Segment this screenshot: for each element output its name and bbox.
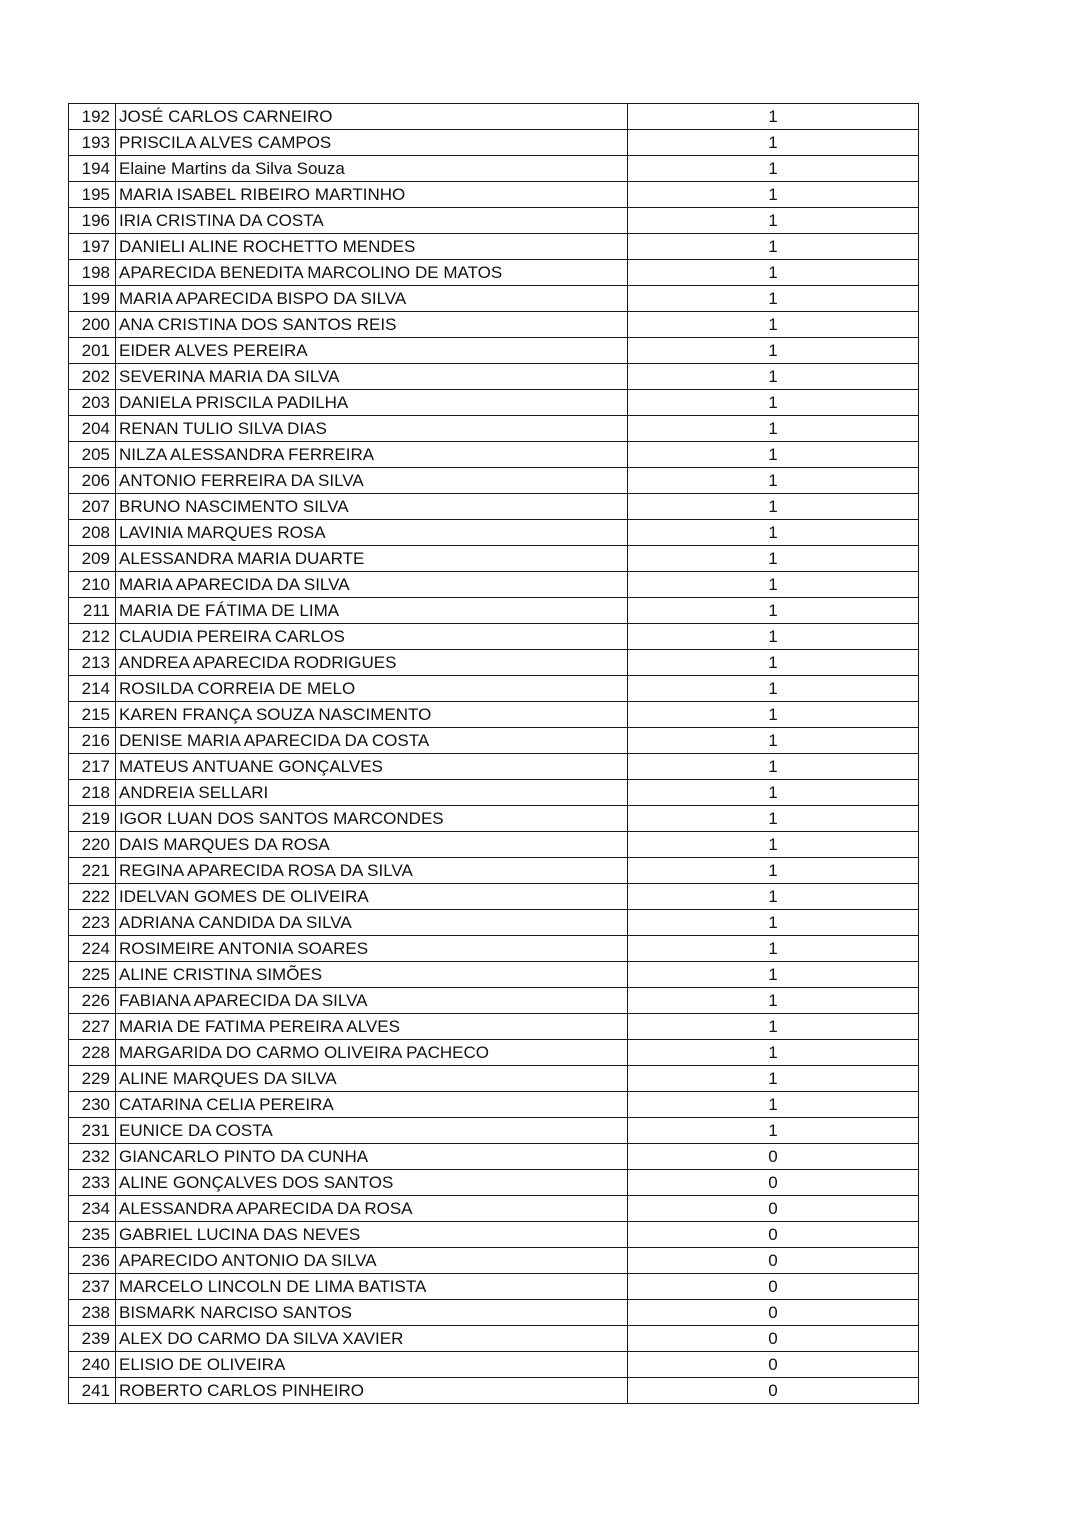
person-name-cell: ROSIMEIRE ANTONIA SOARES — [116, 936, 628, 962]
value-cell: 1 — [628, 1040, 919, 1066]
table-row — [69, 390, 919, 416]
value-cell: 1 — [628, 806, 919, 832]
row-number-cell: 220 — [69, 832, 116, 858]
value-cell: 1 — [628, 286, 919, 312]
value-cell: 1 — [628, 832, 919, 858]
person-name-cell: APARECIDO ANTONIO DA SILVA — [116, 1248, 628, 1274]
row-number-cell: 236 — [69, 1248, 116, 1274]
row-number-cell: 209 — [69, 546, 116, 572]
person-name-cell: GABRIEL LUCINA DAS NEVES — [116, 1222, 628, 1248]
value-cell: 0 — [628, 1352, 919, 1378]
table-row — [69, 1222, 919, 1248]
row-number-cell: 226 — [69, 988, 116, 1014]
value-cell: 1 — [628, 390, 919, 416]
table-row — [69, 910, 919, 936]
person-name-cell: DANIELA PRISCILA PADILHA — [116, 390, 628, 416]
person-name-cell: ANDREIA SELLARI — [116, 780, 628, 806]
row-number-cell: 206 — [69, 468, 116, 494]
table-row — [69, 780, 919, 806]
row-number-cell: 241 — [69, 1378, 116, 1404]
table-row — [69, 806, 919, 832]
row-number-cell: 233 — [69, 1170, 116, 1196]
person-name-cell: CATARINA CELIA PEREIRA — [116, 1092, 628, 1118]
value-cell: 1 — [628, 988, 919, 1014]
person-name-cell: BRUNO NASCIMENTO SILVA — [116, 494, 628, 520]
table-row — [69, 1248, 919, 1274]
row-number-cell: 219 — [69, 806, 116, 832]
row-number-cell: 224 — [69, 936, 116, 962]
value-cell: 1 — [628, 572, 919, 598]
value-cell: 0 — [628, 1170, 919, 1196]
person-name-cell: SEVERINA MARIA DA SILVA — [116, 364, 628, 390]
table-row — [69, 1326, 919, 1352]
person-name-cell: IDELVAN GOMES DE OLIVEIRA — [116, 884, 628, 910]
value-cell: 1 — [628, 182, 919, 208]
value-cell: 1 — [628, 156, 919, 182]
table-row — [69, 650, 919, 676]
table-row — [69, 936, 919, 962]
table-row — [69, 1196, 919, 1222]
table-row — [69, 884, 919, 910]
value-cell: 1 — [628, 650, 919, 676]
row-number-cell: 194 — [69, 156, 116, 182]
person-name-cell: ALINE MARQUES DA SILVA — [116, 1066, 628, 1092]
value-cell: 1 — [628, 858, 919, 884]
row-number-cell: 201 — [69, 338, 116, 364]
person-name-cell: MARIA DE FÁTIMA DE LIMA — [116, 598, 628, 624]
person-name-cell: MARIA APARECIDA DA SILVA — [116, 572, 628, 598]
row-number-cell: 195 — [69, 182, 116, 208]
row-number-cell: 239 — [69, 1326, 116, 1352]
value-cell: 0 — [628, 1222, 919, 1248]
row-number-cell: 230 — [69, 1092, 116, 1118]
row-number-cell: 228 — [69, 1040, 116, 1066]
table-row — [69, 286, 919, 312]
person-name-cell: CLAUDIA PEREIRA CARLOS — [116, 624, 628, 650]
value-cell: 1 — [628, 468, 919, 494]
row-number-cell: 237 — [69, 1274, 116, 1300]
value-cell: 1 — [628, 728, 919, 754]
row-number-cell: 211 — [69, 598, 116, 624]
value-cell: 0 — [628, 1248, 919, 1274]
table-row — [69, 598, 919, 624]
person-name-cell: IRIA CRISTINA DA COSTA — [116, 208, 628, 234]
table-row — [69, 234, 919, 260]
person-name-cell: ANTONIO FERREIRA DA SILVA — [116, 468, 628, 494]
row-number-cell: 202 — [69, 364, 116, 390]
value-cell: 1 — [628, 884, 919, 910]
value-cell: 1 — [628, 624, 919, 650]
row-number-cell: 204 — [69, 416, 116, 442]
row-number-cell: 197 — [69, 234, 116, 260]
person-name-cell: GIANCARLO PINTO DA CUNHA — [116, 1144, 628, 1170]
value-cell: 1 — [628, 546, 919, 572]
row-number-cell: 227 — [69, 1014, 116, 1040]
table-row — [69, 156, 919, 182]
person-name-cell: ALEX DO CARMO DA SILVA XAVIER — [116, 1326, 628, 1352]
value-cell: 0 — [628, 1144, 919, 1170]
person-name-cell: MATEUS ANTUANE GONÇALVES — [116, 754, 628, 780]
value-cell: 1 — [628, 520, 919, 546]
row-number-cell: 229 — [69, 1066, 116, 1092]
value-cell: 0 — [628, 1326, 919, 1352]
row-number-cell: 231 — [69, 1118, 116, 1144]
person-name-cell: MARIA APARECIDA BISPO DA SILVA — [116, 286, 628, 312]
table-row — [69, 728, 919, 754]
person-name-cell: DANIELI ALINE ROCHETTO MENDES — [116, 234, 628, 260]
value-cell: 0 — [628, 1196, 919, 1222]
table-row — [69, 624, 919, 650]
value-cell: 1 — [628, 312, 919, 338]
value-cell: 1 — [628, 1092, 919, 1118]
row-number-cell: 222 — [69, 884, 116, 910]
table-row — [69, 1300, 919, 1326]
table-row — [69, 182, 919, 208]
person-name-cell: MARCELO LINCOLN DE LIMA BATISTA — [116, 1274, 628, 1300]
row-number-cell: 225 — [69, 962, 116, 988]
row-number-cell: 200 — [69, 312, 116, 338]
table-row — [69, 520, 919, 546]
row-number-cell: 213 — [69, 650, 116, 676]
value-cell: 1 — [628, 1118, 919, 1144]
row-number-cell: 215 — [69, 702, 116, 728]
table-row — [69, 1352, 919, 1378]
person-name-cell: PRISCILA ALVES CAMPOS — [116, 130, 628, 156]
value-cell: 1 — [628, 962, 919, 988]
row-number-cell: 223 — [69, 910, 116, 936]
table-row — [69, 546, 919, 572]
row-number-cell: 193 — [69, 130, 116, 156]
value-cell: 1 — [628, 104, 919, 130]
person-name-cell: RENAN TULIO SILVA DIAS — [116, 416, 628, 442]
person-name-cell: REGINA APARECIDA ROSA DA SILVA — [116, 858, 628, 884]
row-number-cell: 212 — [69, 624, 116, 650]
table-row — [69, 858, 919, 884]
person-name-cell: DAIS MARQUES DA ROSA — [116, 832, 628, 858]
table-row — [69, 312, 919, 338]
row-number-cell: 216 — [69, 728, 116, 754]
row-number-cell: 198 — [69, 260, 116, 286]
person-name-cell: ELISIO DE OLIVEIRA — [116, 1352, 628, 1378]
table-row — [69, 442, 919, 468]
person-name-cell: MARGARIDA DO CARMO OLIVEIRA PACHECO — [116, 1040, 628, 1066]
table-row — [69, 494, 919, 520]
name-list-table — [68, 103, 919, 1404]
name-list-sheet — [68, 103, 918, 1404]
row-number-cell: 199 — [69, 286, 116, 312]
row-number-cell: 218 — [69, 780, 116, 806]
row-number-cell: 217 — [69, 754, 116, 780]
table-row — [69, 1092, 919, 1118]
table-row — [69, 702, 919, 728]
person-name-cell: EUNICE DA COSTA — [116, 1118, 628, 1144]
value-cell: 1 — [628, 1014, 919, 1040]
value-cell: 1 — [628, 910, 919, 936]
value-cell: 1 — [628, 780, 919, 806]
row-number-cell: 192 — [69, 104, 116, 130]
person-name-cell: LAVINIA MARQUES ROSA — [116, 520, 628, 546]
person-name-cell: KAREN FRANÇA SOUZA NASCIMENTO — [116, 702, 628, 728]
value-cell: 0 — [628, 1274, 919, 1300]
table-row — [69, 104, 919, 130]
row-number-cell: 235 — [69, 1222, 116, 1248]
row-number-cell: 214 — [69, 676, 116, 702]
person-name-cell: ROSILDA CORREIA DE MELO — [116, 676, 628, 702]
table-body — [69, 104, 919, 1404]
table-row — [69, 1170, 919, 1196]
person-name-cell: ROBERTO CARLOS PINHEIRO — [116, 1378, 628, 1404]
table-row — [69, 468, 919, 494]
person-name-cell: EIDER ALVES PEREIRA — [116, 338, 628, 364]
row-number-cell: 232 — [69, 1144, 116, 1170]
table-row — [69, 1014, 919, 1040]
person-name-cell: APARECIDA BENEDITA MARCOLINO DE MATOS — [116, 260, 628, 286]
table-row — [69, 962, 919, 988]
table-row — [69, 988, 919, 1014]
person-name-cell: BISMARK NARCISO SANTOS — [116, 1300, 628, 1326]
value-cell: 1 — [628, 260, 919, 286]
table-row — [69, 1118, 919, 1144]
value-cell: 1 — [628, 234, 919, 260]
person-name-cell: MARIA DE FATIMA PEREIRA ALVES — [116, 1014, 628, 1040]
row-number-cell: 234 — [69, 1196, 116, 1222]
row-number-cell: 208 — [69, 520, 116, 546]
person-name-cell: DENISE MARIA APARECIDA DA COSTA — [116, 728, 628, 754]
row-number-cell: 196 — [69, 208, 116, 234]
person-name-cell: ALINE GONÇALVES DOS SANTOS — [116, 1170, 628, 1196]
person-name-cell: JOSÉ CARLOS CARNEIRO — [116, 104, 628, 130]
value-cell: 1 — [628, 338, 919, 364]
value-cell: 0 — [628, 1300, 919, 1326]
value-cell: 0 — [628, 1378, 919, 1404]
table-row — [69, 832, 919, 858]
table-row — [69, 260, 919, 286]
person-name-cell: ANDREA APARECIDA RODRIGUES — [116, 650, 628, 676]
row-number-cell: 203 — [69, 390, 116, 416]
table-row — [69, 1040, 919, 1066]
person-name-cell: Elaine Martins da Silva Souza — [116, 156, 628, 182]
table-row — [69, 416, 919, 442]
value-cell: 1 — [628, 702, 919, 728]
value-cell: 1 — [628, 364, 919, 390]
person-name-cell: ADRIANA CANDIDA DA SILVA — [116, 910, 628, 936]
table-row — [69, 364, 919, 390]
value-cell: 1 — [628, 936, 919, 962]
person-name-cell: ANA CRISTINA DOS SANTOS REIS — [116, 312, 628, 338]
row-number-cell: 207 — [69, 494, 116, 520]
value-cell: 1 — [628, 598, 919, 624]
person-name-cell: ALINE CRISTINA SIMÕES — [116, 962, 628, 988]
table-row — [69, 1144, 919, 1170]
person-name-cell: ALESSANDRA APARECIDA DA ROSA — [116, 1196, 628, 1222]
table-row — [69, 1378, 919, 1404]
person-name-cell: NILZA ALESSANDRA FERREIRA — [116, 442, 628, 468]
table-row — [69, 130, 919, 156]
row-number-cell: 240 — [69, 1352, 116, 1378]
person-name-cell: FABIANA APARECIDA DA SILVA — [116, 988, 628, 1014]
value-cell: 1 — [628, 208, 919, 234]
table-row — [69, 676, 919, 702]
value-cell: 1 — [628, 130, 919, 156]
value-cell: 1 — [628, 754, 919, 780]
row-number-cell: 221 — [69, 858, 116, 884]
value-cell: 1 — [628, 676, 919, 702]
table-row — [69, 572, 919, 598]
value-cell: 1 — [628, 1066, 919, 1092]
row-number-cell: 238 — [69, 1300, 116, 1326]
row-number-cell: 210 — [69, 572, 116, 598]
value-cell: 1 — [628, 494, 919, 520]
table-row — [69, 1274, 919, 1300]
row-number-cell: 205 — [69, 442, 116, 468]
value-cell: 1 — [628, 442, 919, 468]
person-name-cell: MARIA ISABEL RIBEIRO MARTINHO — [116, 182, 628, 208]
table-row — [69, 754, 919, 780]
value-cell: 1 — [628, 416, 919, 442]
table-row — [69, 1066, 919, 1092]
table-row — [69, 338, 919, 364]
person-name-cell: ALESSANDRA MARIA DUARTE — [116, 546, 628, 572]
person-name-cell: IGOR LUAN DOS SANTOS MARCONDES — [116, 806, 628, 832]
table-row — [69, 208, 919, 234]
